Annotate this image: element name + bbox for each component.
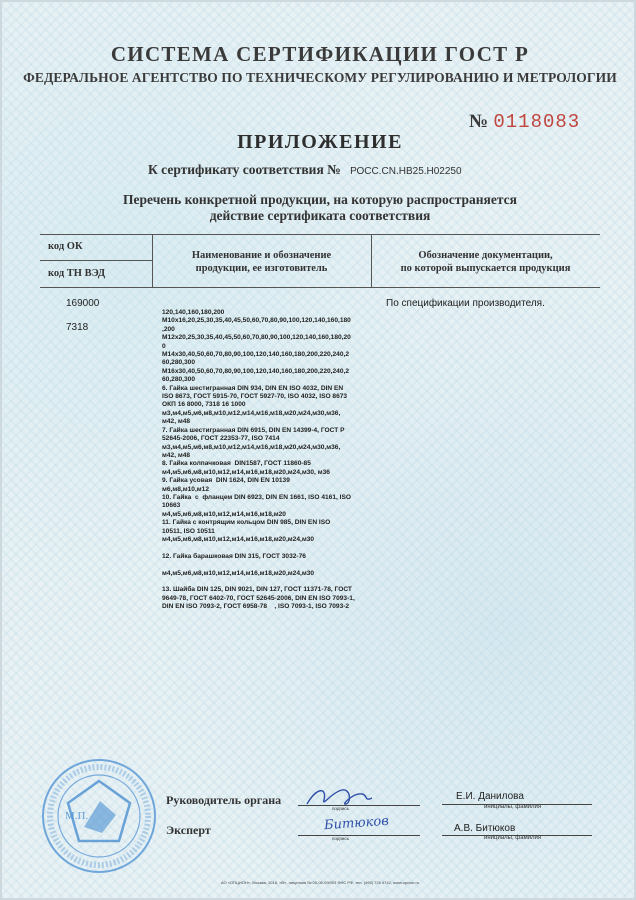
form-number-value: 0118083 (493, 111, 581, 133)
code-ok-value: 169000 (66, 298, 100, 309)
col-header-docs (371, 249, 600, 275)
footer-imprint: АО «ОПЦИОН», Москва, 2018, «В», лицензия № 05-05-09/003 ФНС РФ, тел. (495) 726 4742, www.opcion.ru (220, 880, 420, 885)
products-list: 120,140,160,180,200 M10x16,20,25,30,35,40,45,50,60,70,80,90,100,120,140,160,180 ,200 M12x20,25,30,35,40,45,50,60,70,80,90,100,120,140,160,180,20 0 M14x30,40,50,60,70,80,90,100,120,140,160,180,200,220,240,2 60,280,300 M16x30,40,50,60,70,80,90,100,120,140,160,180,200,220,240,2 60,280,300 6. Гайка шестигранная DIN 934, DIN EN ISO 4032, DIN EN ISO 8673, ГОСТ 5915-70, ГОСТ 5927-70, ISO 4032, ISO 8673 ОКП 16 8000, 7318 16 1000 м3,м4,м5,м6,м8,м10,м12,м14,м16,м18,м20,м24,м30,м36, м42, м48 7. Гайка шестигранная DIN 6915, DIN EN 14399-4, ГОСТ Р 52645-2006, ГОСТ 22353-77, ISO 7414 м3,м4,м5,м6,м8,м10,м12,м14,м16,м18,м20,м24,м30,м36, м42, м48 8. Гайка колпачковая DIN1587, ГОСТ 11860-85 м4,м5,м6,м8,м10,м12,м14,м16,м18,м20,м24,м30, м36 9. Гайка усовая DIN 1624, DIN EN 10139 м6,м8,м10,м12 10. Гайка с фланцем DIN 6923, DIN EN 1661, ISO 4161, ISO 10663 м4,м5,м6,м8,м10,м12,м14,м16,м18,м20 11. Гайка с контрящим кольцом DIN 985, DIN EN ISO 10511, ISO 10511 м4,м5,м6,м8,м10,м12,м14,м16,м18,м20,м24,м30 12. Гайка барашковая DIN 315, ГОСТ 3032-76 м4,м5,м6,м8,м10,м12,м14,м16,м18,м20,м24,м30 13. Шайба DIN 125, DIN 9021, DIN 127, ГОСТ 11371-78, ГОСТ 9649-78, ГОСТ 6402-70, ГОСТ 52645-2006, DIN EN ISO 7093-1, DIN EN ISO 7093-2, ГОСТ 6958-78 , ISO 7093-1, ISO 7093-2 (162, 309, 355, 611)
col-header-docs-line-2: по которой выпускается продукция (400, 263, 571, 274)
head-initials-caption: инициалы, фамилия (484, 804, 542, 810)
head-name: Е.И. Данилова (456, 791, 524, 802)
expert-label: Эксперт (166, 823, 211, 837)
expert-sign-caption: подпись (332, 836, 350, 841)
col-header-ok: код ОК (48, 241, 83, 252)
expert-name: А.В. Битюков (454, 823, 516, 834)
head-signature (302, 782, 382, 812)
code-tnved-value: 7318 (66, 322, 89, 333)
seal-stamp (40, 757, 158, 875)
expert-signature: Битюков (323, 813, 390, 834)
list-title (2, 192, 636, 224)
form-number (469, 111, 580, 133)
certificate-label: К сертификату соответствия № (148, 162, 341, 177)
seal-label: М.П. (65, 810, 89, 822)
head-sign-caption: подпись (332, 806, 350, 811)
col-header-name-line-1: Наименование и обозначение (191, 250, 332, 261)
system-title: СИСТЕМА СЕРТИФИКАЦИИ ГОСТ Р (110, 42, 530, 66)
expert-sign-line (298, 835, 420, 836)
list-title-line-2: действие сертификата соответствия (209, 208, 431, 223)
certificate-number: РОСС.CN.НВ25.Н02250 (350, 166, 462, 177)
certificate-reference (148, 162, 462, 178)
products-table-header (40, 234, 600, 288)
list-title-line-1: Перечень конкретной продукции, на которую распространяется (123, 192, 517, 207)
head-label: Руководитель органа (166, 793, 282, 807)
table-divider (40, 260, 152, 261)
col-header-tnved: код ТН ВЭД (48, 268, 106, 279)
col-header-name (152, 249, 371, 275)
col-header-docs-line-1: Обозначение документации, (418, 250, 553, 261)
docs-value: По спецификации производителя. (386, 298, 545, 309)
page-title: ПРИЛОЖЕНИЕ (237, 131, 403, 153)
number-sign: № (469, 111, 489, 132)
col-header-name-line-2: продукции, ее изготовитель (195, 263, 328, 274)
expert-initials-caption: инициалы, фамилия (484, 835, 542, 841)
agency-title: ФЕДЕРАЛЬНОЕ АГЕНТСТВО ПО ТЕХНИЧЕСКОМУ РЕГУЛИРОВАНИЮ И МЕТРОЛОГИИ (23, 70, 617, 85)
